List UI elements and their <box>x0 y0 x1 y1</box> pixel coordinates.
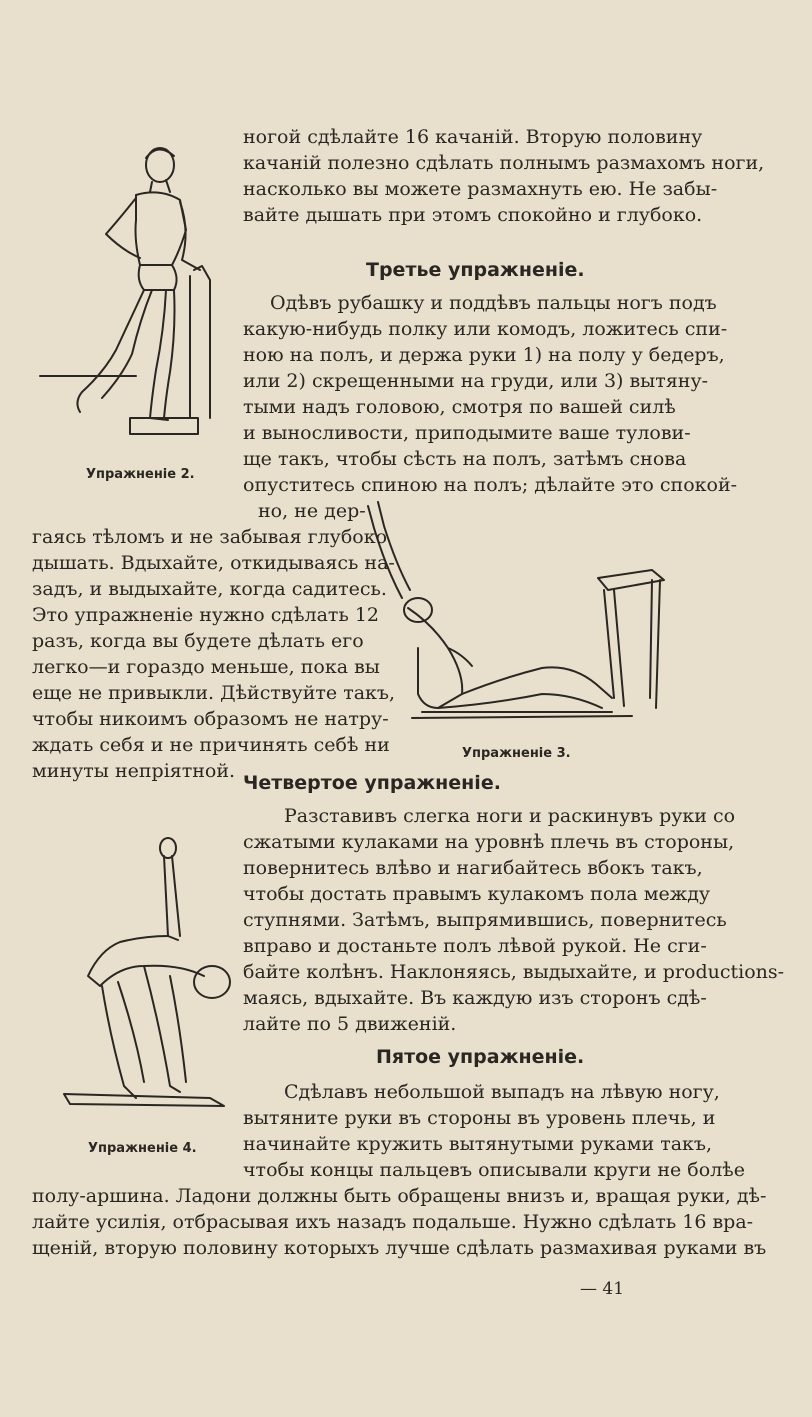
text-line: лайте усилія, отбрасывая ихъ назадъ подальше. Нужно сдѣлать 16 вра- <box>32 1211 754 1233</box>
text-line: чтобы достать правымъ кулакомъ пола между <box>243 883 711 905</box>
text-line: начинайте кружить вытянутыми руками такъ, <box>243 1133 713 1155</box>
text-line: насколько вы можете размахнуть ею. Не забы- <box>243 178 718 200</box>
text-line: задъ, и выдыхайте, когда садитесь. <box>32 578 387 600</box>
text-line: маясь, вдыхайте. Въ каждую изъ сторонъ сдѣ- <box>243 987 707 1009</box>
section-heading-4: Четвертое упражненіе. <box>243 772 501 794</box>
text-line: или 2) скрещенными на груди, или 3) вытяну- <box>243 370 709 392</box>
text-line: качаній полезно сдѣлать полнымъ размахомъ ноги, <box>243 152 765 174</box>
text-line: еще не привыкли. Дѣйствуйте такъ, <box>32 682 396 704</box>
figure-caption-4: Упражненіе 4. <box>88 1141 197 1156</box>
text-line: чтобы концы пальцевъ описывали круги не болѣе <box>243 1159 745 1181</box>
text-line: тыми надъ головою, смотря по вашей силѣ <box>243 396 676 418</box>
text-line: байте колѣнъ. Наклоняясь, выдыхайте, и productions- <box>243 961 785 983</box>
text-line: разъ, когда вы будете дѣлать его <box>32 630 364 652</box>
text-line: Сдѣлавъ небольшой выпадъ на лѣвую ногу, <box>284 1081 720 1103</box>
section-heading-5: Пятое упражненіе. <box>376 1046 585 1068</box>
exercise-4-illustration <box>40 836 240 1126</box>
figure-caption-2: Упражненіе 2. <box>86 467 195 482</box>
text-line: какую-нибудь полку или комодъ, ложитесь спи- <box>243 318 728 340</box>
text-line: гаясь тѣломъ и не забывая глубоко <box>32 526 388 548</box>
text-line: и выносливости, приподымите ваше тулови- <box>243 422 691 444</box>
text-line: чтобы никоимъ образомъ не натру- <box>32 708 389 730</box>
text-line: повернитесь влѣво и нагибайтесь вбокъ такъ, <box>243 857 703 879</box>
text-line: лайте по 5 движеній. <box>243 1013 457 1035</box>
text-line: сжатыми кулаками на уровнѣ плечь въ стороны, <box>243 831 735 853</box>
text-line: вайте дышать при этомъ спокойно и глубоко. <box>243 204 703 226</box>
text-line: вправо и достаньте полъ лѣвой рукой. Не сги- <box>243 935 707 957</box>
text-line: щеній, вторую половину которыхъ лучше сдѣлать размахивая руками въ <box>32 1237 767 1259</box>
text-line: Это упражненіе нужно сдѣлать 12 <box>32 604 380 626</box>
exercise-3-illustration <box>352 498 672 728</box>
text-line: полу-аршина. Ладони должны быть обращены внизъ и, вращая руки, дѣ- <box>32 1185 767 1207</box>
text-line: Разставивъ слегка ноги и раскинувъ руки со <box>284 805 736 827</box>
text-line: минуты непріятной. <box>32 760 236 782</box>
text-line: ною на полъ, и держа руки 1) на полу у бедеръ, <box>243 344 725 366</box>
text-line: Одѣвъ рубашку и поддѣвъ пальцы ногъ подъ <box>270 292 717 314</box>
figure-caption-3: Упражненіе 3. <box>462 746 571 761</box>
section-heading-3: Третье упражненіе. <box>366 259 585 281</box>
text-line: дышать. Вдыхайте, откидываясь на- <box>32 552 395 574</box>
page-number: — 41 <box>580 1279 625 1299</box>
text-line: вытяните руки въ стороны въ уровень плечь, и <box>243 1107 716 1129</box>
exercise-2-illustration <box>40 140 220 445</box>
text-line: ще такъ, чтобы сѣсть на полъ, затѣмъ снова <box>243 448 687 470</box>
text-line: ступнями. Затѣмъ, выпрямившись, повернитесь <box>243 909 727 931</box>
text-line: ждать себя и не причинять себѣ ни <box>32 734 390 756</box>
text-line: опуститесь спиною на полъ; дѣлайте это спокой- <box>243 474 738 496</box>
text-line: ногой сдѣлайте 16 качаній. Вторую половину <box>243 126 703 148</box>
text-line: легко—и гораздо меньше, пока вы <box>32 656 380 678</box>
text-line: но, не дер- <box>258 500 366 522</box>
